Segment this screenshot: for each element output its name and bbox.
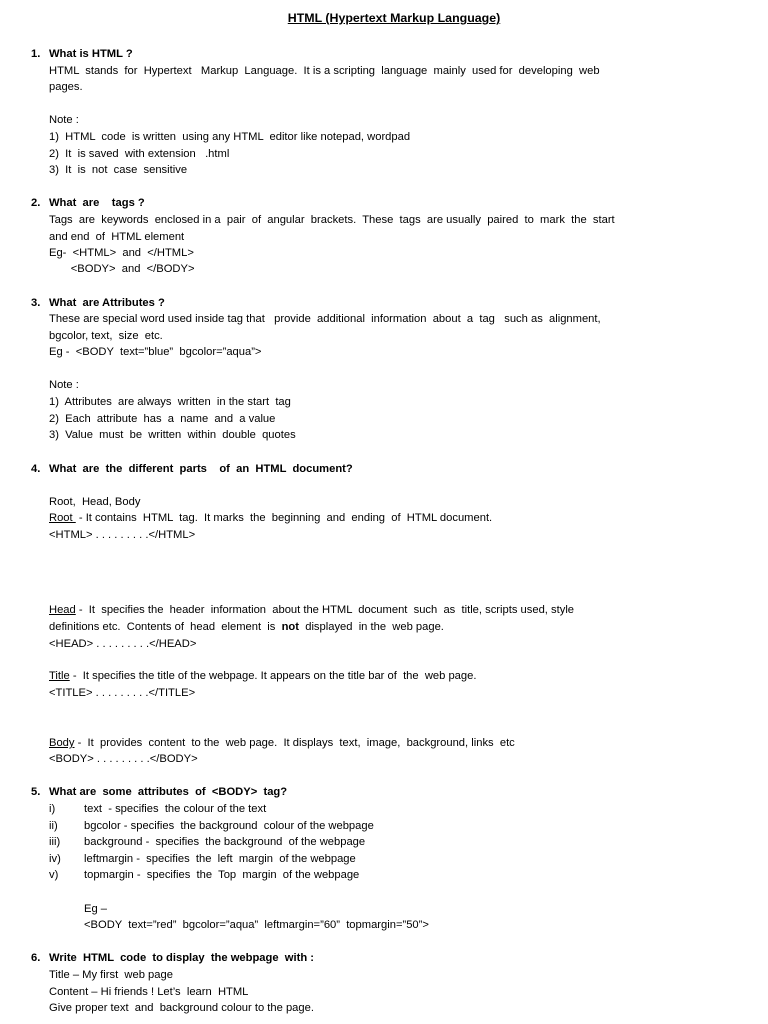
root-text: - It contains HTML tag. It marks the beginning and ending of HTML document. — [75, 512, 493, 524]
list-item: text - specifies the colour of the text — [84, 803, 267, 815]
title-code: <TITLE> . . . . . . . . .</TITLE> — [49, 687, 196, 699]
list-item: bgcolor - specifies the background colour of the webpage — [84, 820, 374, 832]
note-label: Note : — [49, 379, 79, 391]
head-text: - It specifies the header information about the HTML document such as title, scripts used, style — [75, 604, 575, 616]
note-item: 1) HTML code is written using any HTML editor like notepad, wordpad — [49, 131, 411, 143]
list-item-number: v) — [49, 869, 59, 881]
root-definition — [49, 510, 492, 527]
question-number: 3. — [31, 297, 41, 309]
note-item: 3) It is not case sensitive — [49, 164, 188, 176]
title-text: - It specifies the title of the webpage. It appears on the title bar of the web page. — [69, 670, 477, 682]
body-text: - It provides content to the web page. It displays text, image, background, links etc — [74, 737, 515, 749]
root-label: Root — [49, 512, 76, 524]
example-line: <BODY> and </BODY> — [49, 263, 195, 275]
example-line: Eg - <BODY text=”blue” bgcolor=”aqua”> — [49, 346, 262, 358]
task-line: Give proper text and background colour to the page. — [49, 1002, 314, 1014]
note-item: 2) Each attribute has a name and a value — [49, 413, 276, 425]
head-label: Head — [49, 604, 76, 616]
document-title: HTML (Hypertext Markup Language) — [287, 11, 501, 25]
question-heading: What are the different parts of an HTML document? — [49, 463, 353, 475]
example-label: Eg – — [84, 903, 108, 915]
task-line: Content – Hi friends ! Let’s learn HTML — [49, 986, 249, 998]
body-label: Body — [49, 737, 75, 749]
title-definition — [49, 668, 476, 685]
question-heading: What are some attributes of <BODY> tag? — [49, 786, 288, 798]
note-item: 1) Attributes are always written in the start tag — [49, 396, 291, 408]
title-label: Title — [49, 670, 70, 682]
question-heading: What are Attributes ? — [49, 297, 165, 309]
question-heading: What are tags ? — [49, 197, 145, 209]
list-item-number: i) — [49, 803, 56, 815]
question-heading: Write HTML code to display the webpage with : — [49, 952, 315, 964]
list-item: topmargin - specifies the Top margin of the webpage — [84, 869, 360, 881]
root-code: <HTML> . . . . . . . . .</HTML> — [49, 529, 196, 541]
example-code: <BODY text=”red” bgcolor=”aqua” leftmargin=”60” topmargin=”50”> — [84, 919, 429, 931]
list-item-number: ii) — [49, 820, 58, 832]
note-label: Note : — [49, 114, 79, 126]
head-text: definitions etc. Contents of head element is — [49, 621, 282, 633]
list-item-number: iii) — [49, 836, 61, 848]
head-definition — [49, 602, 574, 619]
answer-line: pages. — [49, 81, 83, 93]
question-number: 4. — [31, 463, 41, 475]
list-item: leftmargin - specifies the left margin of the webpage — [84, 853, 356, 865]
list-item: background - specifies the background of the webpage — [84, 836, 366, 848]
question-number: 5. — [31, 786, 41, 798]
example-line: Eg- <HTML> and </HTML> — [49, 247, 194, 259]
body-code: <BODY> . . . . . . . . .</BODY> — [49, 753, 198, 765]
body-definition — [49, 735, 515, 752]
question-number: 2. — [31, 197, 41, 209]
question-heading: What is HTML ? — [49, 48, 133, 60]
answer-line: These are special word used inside tag that provide additional information about a tag such as alignment, — [49, 313, 601, 325]
parts-list: Root, Head, Body — [49, 496, 141, 508]
note-item: 3) Value must be written within double quotes — [49, 429, 296, 441]
answer-line: and end of HTML element — [49, 231, 185, 243]
head-code: <HEAD> . . . . . . . . .</HEAD> — [49, 638, 197, 650]
question-number: 1. — [31, 48, 41, 60]
task-line: Title – My first web page — [49, 969, 173, 981]
note-item: 2) It is saved with extension .html — [49, 148, 230, 160]
answer-line: Tags are keywords enclosed in a pair of angular brackets. These tags are usually paired to mark the start — [49, 214, 615, 226]
list-item-number: iv) — [49, 853, 61, 865]
answer-line: bgcolor, text, size etc. — [49, 330, 163, 342]
question-number: 6. — [31, 952, 41, 964]
head-text: displayed in the web page. — [299, 621, 444, 633]
emphasis-not: not — [281, 621, 299, 633]
answer-line: HTML stands for Hypertext Markup Language. It is a scripting language mainly used for developing web — [49, 65, 600, 77]
head-definition-continued — [49, 619, 444, 636]
